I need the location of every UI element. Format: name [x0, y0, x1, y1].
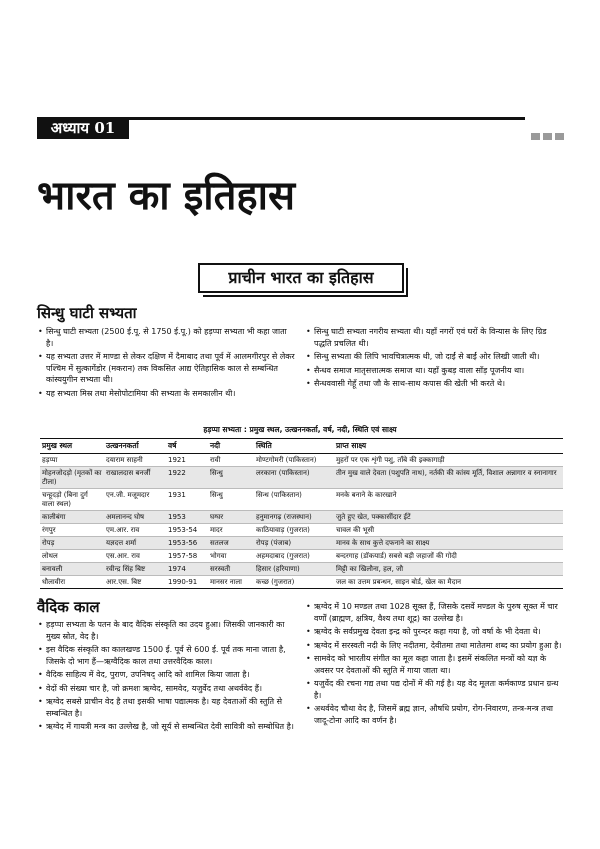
list-item: • सैन्धववासी गेहूँ तथा जौ के साथ-साथ कपास की खेती भी करते थे।	[305, 378, 563, 390]
table-row	[40, 563, 563, 576]
list-item: • हड़प्पा सभ्यता के पतन के बाद वैदिक संस्कृति का उदय हुआ। जिसकी जानकारी का मुख्य स्रोत, वेद है।	[37, 619, 295, 642]
table-cell: घग्घर	[208, 511, 254, 524]
table-cell: जुते हुए खेत, पक्कासींदार ईंटें	[334, 511, 563, 524]
list-item: • यजुर्वेद की रचना गद्य तथा पद्य दोनों में की गई है। यह वेद मूलतः कर्मकाण्ड प्रधान ग्रन्थ है।	[305, 678, 563, 701]
table-cell: 1990-91	[166, 576, 208, 589]
decorative-squares	[531, 133, 564, 140]
table-cell: राखालदास बनर्जी	[104, 467, 166, 489]
table-cell: अमलानन्द घोष	[104, 511, 166, 524]
indus-right-list	[305, 326, 563, 392]
table-cell: 1953-54	[166, 524, 208, 537]
table-cell: लोथल	[40, 550, 104, 563]
section-title: प्राचीन भारत का इतिहास	[198, 263, 404, 293]
table-cell: अहमदाबाद (गुजरात)	[254, 550, 334, 563]
table-cell: सतलज	[208, 537, 254, 550]
list-item: • ऋग्वेद में 10 मण्डल तथा 1028 सूक्त हैं, जिसके दसवें मण्डल के पुरुष सूक्त में चार वर्णों (ब्राह्मण, क्षत्रिय, वैश्य तथा शूद्र) का उल्लेख है।	[305, 601, 563, 624]
list-item: • सैन्धव समाज मातृसत्तात्मक समाज था। यहाँ कुबड़ वाला साँड़ पूजनीय था।	[305, 365, 563, 377]
table-cell: दयाराम साहनी	[104, 454, 166, 467]
table-row	[40, 537, 563, 550]
table-cell: चावल की भूसी	[334, 524, 563, 537]
table-cell: रवीन्द्र सिंह बिष्ट	[104, 563, 166, 576]
table-title: हड़प्पा सभ्यता : प्रमुख स्थल, उत्खननकर्ता, वर्ष, नदी, स्थिति एवं साक्ष्य	[203, 425, 397, 434]
col-header: प्राप्त साक्ष्य	[334, 439, 563, 454]
table-row	[40, 576, 563, 589]
table-cell: एम.आर. राव	[104, 524, 166, 537]
table-cell: सिन्धु	[208, 489, 254, 511]
table-cell: आर.एस. बिष्ट	[104, 576, 166, 589]
list-item: • यह सभ्यता मिस्र तथा मेसोपोटामिया की सभ्यता के समकालीन थी।	[37, 388, 295, 400]
table-cell: लरकाना (पाकिस्तान)	[254, 467, 334, 489]
harappan-sites-table	[40, 438, 563, 589]
list-item: • ऋग्वेद में सरस्वती नदी के लिए नदीतमा, देवीतमा तथा मातेतमा शब्द का प्रयोग हुआ है।	[305, 640, 563, 652]
table-cell: हिसार (हरियाणा)	[254, 563, 334, 576]
table-row	[40, 489, 563, 511]
table-cell: मनके बनाने के कारखाने	[334, 489, 563, 511]
table-cell: कालीबंगा	[40, 511, 104, 524]
list-item: • इस वैदिक संस्कृति का कालखण्ड 1500 ई. पूर्व से 600 ई. पूर्व तक माना जाता है, जिसके दो भाग हैं—ऋग्वैदिक काल तथा उत्तरवैदिक काल।	[37, 644, 295, 667]
table-cell: सरस्वती	[208, 563, 254, 576]
table-cell: जल का उत्तम प्रबन्धन, साइन बोर्ड, खेल का मैदान	[334, 576, 563, 589]
table-cell: 1953	[166, 511, 208, 524]
table-cell: चन्हूदड़ो (बिना दुर्ग वाला स्थल)	[40, 489, 104, 511]
table-cell: मोण्टगोमरी (पाकिस्तान)	[254, 454, 334, 467]
table-cell: 1921	[166, 454, 208, 467]
table-cell: 1922	[166, 467, 208, 489]
table-cell: सिन्धु	[208, 467, 254, 489]
list-item: • सिन्धु घाटी सभ्यता (2500 ई.पू. से 1750 ई.पू.) को हड़प्पा सभ्यता भी कहा जाता है।	[37, 326, 295, 349]
table-row	[40, 511, 563, 524]
table-cell: मिट्टी का खिलौना, हल, जौ	[334, 563, 563, 576]
list-item: • सिन्धु सभ्यता की लिपि भावचित्रात्मक थी, जो दाईं से बाईं ओर लिखी जाती थी।	[305, 351, 563, 363]
table-cell: यज्ञदत्त शर्मा	[104, 537, 166, 550]
list-item: • वेदों की संख्या चार है, जो क्रमशः ऋग्वेद, सामवेद, यजुर्वेद तथा अथर्ववेद हैं।	[37, 683, 295, 695]
table-cell: एन.जी. मजूमदार	[104, 489, 166, 511]
table-cell: मोहनजोदड़ो (मृतकों का टीला)	[40, 467, 104, 489]
table-cell: एस.आर. राव	[104, 550, 166, 563]
list-item: • ऋग्वेद के सर्वप्रमुख देवता इन्द्र को पुरन्दर कहा गया है, जो वर्षा के भी देवता थे।	[305, 626, 563, 638]
list-item: • सिन्धु घाटी सभ्यता नगरीय सभ्यता थी। यहाँ नगरों एवं घरों के विन्यास के लिए ग्रिड पद्धति प्रचलित थी।	[305, 326, 563, 349]
chapter-title: भारत का इतिहास	[37, 172, 296, 219]
table-cell: काठियावाड़ (गुजरात)	[254, 524, 334, 537]
vedic-right-list	[305, 601, 563, 728]
table-cell: सिन्ध (पाकिस्तान)	[254, 489, 334, 511]
table-cell: मानसर नाला	[208, 576, 254, 589]
table-cell: कच्छ (गुजरात)	[254, 576, 334, 589]
table-cell: हड़प्पा	[40, 454, 104, 467]
list-item: • वैदिक साहित्य में वेद, पुराण, उपनिषद् आदि को शामिल किया जाता है।	[37, 669, 295, 681]
indus-left-list	[37, 326, 295, 401]
table-cell: रावी	[208, 454, 254, 467]
table-cell: मुहरों पर एक शृंगी पशु, ताँबे की इक्कागाड़ी	[334, 454, 563, 467]
table-cell: हनुमानगढ़ (राजस्थान)	[254, 511, 334, 524]
table-cell: रोपड़	[40, 537, 104, 550]
table-cell: तीन मुख वाले देवता (पशुपति नाथ), नर्तकी की कांस्य मूर्ति, विशाल अन्नागार व स्नानागार	[334, 467, 563, 489]
table-cell: मादर	[208, 524, 254, 537]
col-header: स्थिति	[254, 439, 334, 454]
table-cell: बनावली	[40, 563, 104, 576]
table-cell: 1974	[166, 563, 208, 576]
col-header: प्रमुख स्थल	[40, 439, 104, 454]
vedic-left-list	[37, 619, 295, 735]
list-item: • सामवेद को भारतीय संगीत का मूल कहा जाता है। इसमें संकलित मन्त्रों को यज्ञ के अवसर पर देवताओं की स्तुति में गाया जाता था।	[305, 653, 563, 676]
list-item: • यह सभ्यता उत्तर में माण्डा से लेकर दक्षिण में दैमाबाद तथा पूर्व में आलमगीरपुर से लेकर पश्चिम में सुत्कागेंडोर (मकरान) तक विकसित आद्य ऐतिहासिक काल से सम्बन्धित कांस्ययुगीन सभ्यता थी।	[37, 351, 295, 386]
table-cell: मानव के साथ कुत्ते दफनाने का साक्ष्य	[334, 537, 563, 550]
chapter-tab: अध्याय 01	[37, 118, 129, 139]
table-cell: रंगपुर	[40, 524, 104, 537]
list-item: • ऋग्वेद सबसे प्राचीन वेद है तथा इसकी भाषा पद्यात्मक है। यह देवताओं की स्तुति से सम्बन्धित है।	[37, 696, 295, 719]
table-row	[40, 454, 563, 467]
col-header: वर्ष	[166, 439, 208, 454]
col-header: नदी	[208, 439, 254, 454]
list-item: • अथर्ववेद चौथा वेद है, जिसमें ब्रह्म ज्ञान, औषधि प्रयोग, रोग-निवारण, तन्त्र-मन्त्र तथा जादू-टोना आदि का वर्णन है।	[305, 703, 563, 726]
table-row	[40, 550, 563, 563]
table-cell: धौलावीरा	[40, 576, 104, 589]
table-cell: भोगवा	[208, 550, 254, 563]
table-cell: 1931	[166, 489, 208, 511]
table-row	[40, 467, 563, 489]
vedic-heading: वैदिक काल	[37, 598, 100, 616]
table-row	[40, 524, 563, 537]
table-header-row	[40, 439, 563, 454]
col-header: उत्खननकर्ता	[104, 439, 166, 454]
table-cell: रोपड़ (पंजाब)	[254, 537, 334, 550]
table-cell: 1953-56	[166, 537, 208, 550]
table-cell: 1957-58	[166, 550, 208, 563]
indus-heading: सिन्धु घाटी सभ्यता	[37, 304, 137, 322]
list-item: • ऋग्वेद में गायत्री मन्त्र का उल्लेख है, जो सूर्य से सम्बन्धित देवी सावित्री को सम्बोधित है।	[37, 721, 295, 733]
table-cell: बन्दरगाह (डॉकयार्ड) सबसे बड़ी जहाजों की गोदी	[334, 550, 563, 563]
